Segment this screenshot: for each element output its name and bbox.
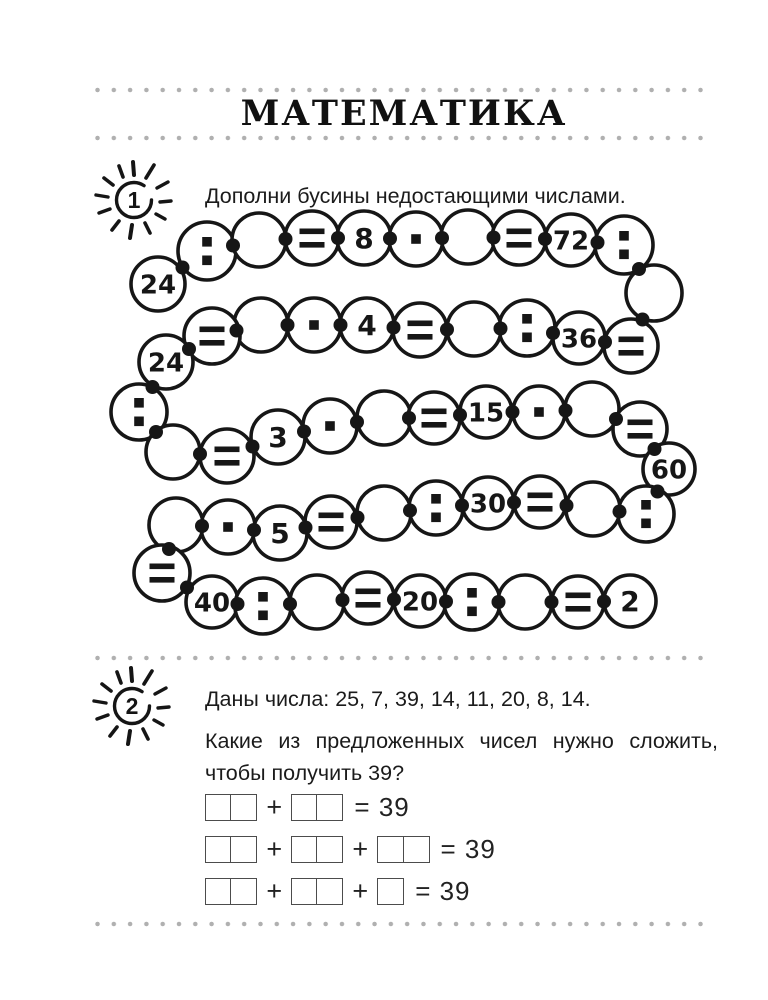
answer-box-group — [205, 836, 257, 863]
bead-number-label: 5 — [270, 517, 290, 551]
equation-row-1 — [205, 793, 496, 821]
equation-row-3 — [205, 877, 496, 905]
bead-op-divide — [409, 481, 463, 535]
bead-number-label: 36 — [560, 324, 598, 355]
chain-dot — [182, 342, 196, 356]
chain-dot — [559, 404, 573, 418]
bead-empty[interactable] — [232, 213, 286, 267]
answer-cell[interactable] — [316, 878, 343, 905]
plus-sign: + — [352, 833, 369, 864]
chain-dot — [435, 231, 449, 245]
chain-dot — [591, 236, 605, 250]
chain-dot — [247, 523, 261, 537]
chain-dot — [387, 593, 401, 607]
bead-op-equals — [285, 211, 339, 265]
chain-dot — [195, 519, 209, 533]
chain-dot — [279, 232, 293, 246]
bead-empty[interactable] — [565, 382, 619, 436]
chain-dot — [331, 231, 345, 245]
equals-glyph — [215, 447, 240, 453]
task2-given-numbers: Даны числа: 25, 7, 39, 14, 11, 20, 8, 14. — [205, 687, 591, 711]
answer-cell[interactable] — [291, 794, 318, 821]
bead-number-label: 4 — [357, 309, 377, 343]
bead-empty[interactable] — [566, 482, 620, 536]
equals-glyph — [422, 409, 447, 415]
divide-colon-glyph — [619, 250, 629, 260]
multiply-dot-glyph — [534, 407, 544, 417]
bead-op-equals — [342, 572, 394, 624]
divide-colon-glyph — [258, 592, 268, 602]
chain-dot — [351, 511, 365, 525]
chain-dot — [383, 232, 397, 246]
chain-dot — [180, 581, 194, 595]
equals-glyph — [507, 229, 532, 235]
chain-dot — [162, 542, 176, 556]
chain-dot — [440, 323, 454, 337]
bead-op-equals — [305, 496, 357, 548]
bead-op-equals — [134, 545, 190, 601]
equals-glyph — [408, 334, 433, 340]
bead-op-equals — [514, 476, 566, 528]
chain-dot — [538, 232, 552, 246]
answer-cell[interactable] — [377, 878, 404, 905]
equals-glyph — [528, 493, 553, 499]
answer-box-group — [205, 794, 257, 821]
equals-glyph — [566, 593, 591, 599]
bead-number-label: 24 — [139, 270, 177, 301]
answer-cell[interactable] — [316, 794, 343, 821]
chain-dot — [609, 412, 623, 426]
chain-dot — [283, 597, 297, 611]
equals-glyph — [566, 606, 591, 612]
equals-glyph — [300, 229, 325, 235]
divide-colon-glyph — [202, 237, 212, 247]
divide-colon-glyph — [641, 500, 651, 510]
answer-box-group — [291, 878, 343, 905]
bead-number-label: 30 — [469, 489, 507, 520]
equals-glyph — [628, 433, 653, 439]
divide-colon-glyph — [467, 588, 477, 598]
chain-dot — [350, 415, 364, 429]
chain-dot — [403, 504, 417, 518]
chain-dot — [230, 324, 244, 338]
chain-dot — [560, 499, 574, 513]
answer-cell[interactable] — [316, 836, 343, 863]
chain-dot — [492, 595, 506, 609]
bead-number-label: 8 — [354, 222, 374, 256]
chain-dot — [507, 496, 521, 510]
multiply-dot-glyph — [325, 421, 335, 431]
chain-dot — [648, 442, 662, 456]
multiply-dot-glyph — [223, 522, 233, 532]
multiply-dot-glyph — [309, 320, 319, 330]
divide-colon-glyph — [431, 494, 441, 504]
answer-cell[interactable] — [230, 836, 257, 863]
chain-dot — [546, 326, 560, 340]
chain-dot — [231, 597, 245, 611]
answer-box-group — [205, 878, 257, 905]
chain-dot — [387, 321, 401, 335]
chain-dot — [297, 425, 311, 439]
equals-glyph — [507, 242, 532, 248]
chain-dot — [176, 261, 190, 275]
chain-dot — [613, 505, 627, 519]
chain-dot — [455, 499, 469, 513]
plus-sign: + — [352, 875, 369, 906]
divide-colon-glyph — [467, 607, 477, 617]
chain-dot — [506, 405, 520, 419]
chain-dot — [402, 411, 416, 425]
task1-instruction: Дополни бусины недостающими числами. — [205, 184, 626, 208]
answer-box-group — [291, 836, 343, 863]
equals-glyph — [619, 337, 644, 343]
dotted-divider — [95, 655, 711, 661]
equals-glyph — [408, 321, 433, 327]
chain-dot — [226, 239, 240, 253]
answer-box-group — [377, 878, 404, 905]
bead-empty[interactable] — [234, 298, 288, 352]
equals-glyph — [356, 602, 381, 608]
bead-op-equals — [393, 303, 447, 357]
equals-glyph — [319, 526, 344, 532]
equals-glyph — [200, 327, 225, 333]
answer-cell[interactable] — [291, 836, 318, 863]
chain-dot — [494, 322, 508, 336]
plus-sign: + — [266, 875, 283, 906]
answer-box-group — [377, 836, 429, 863]
equals-glyph — [215, 460, 240, 466]
chain-dot — [281, 318, 295, 332]
divide-colon-glyph — [619, 231, 629, 241]
equals-glyph — [319, 513, 344, 519]
bead-number-label: 60 — [650, 455, 688, 486]
chain-dot — [149, 425, 163, 439]
bead-empty[interactable] — [357, 486, 411, 540]
task1-number: 1 — [127, 186, 141, 213]
divide-colon-glyph — [134, 398, 144, 408]
task2-question-line2: чтобы получить 39? — [205, 761, 405, 785]
divide-colon-glyph — [134, 417, 144, 427]
chain-dot — [453, 408, 467, 422]
bead-op-divide — [618, 486, 674, 542]
divide-colon-glyph — [522, 314, 532, 324]
chain-dot — [636, 313, 650, 327]
answer-equations — [205, 793, 496, 905]
bead-number-label: 72 — [552, 226, 590, 257]
plus-sign: + — [266, 833, 283, 864]
bead-empty[interactable] — [498, 575, 552, 629]
answer-cell[interactable] — [205, 794, 232, 821]
task2-number: 2 — [125, 692, 139, 719]
chain-dot — [246, 440, 260, 454]
bead-op-equals — [200, 429, 254, 483]
equals-glyph — [150, 577, 175, 583]
chain-dot — [545, 595, 559, 609]
answer-cell[interactable] — [377, 836, 404, 863]
bead-op-equals — [552, 576, 604, 628]
chain-dot — [598, 335, 612, 349]
bead-number-label: 24 — [147, 348, 185, 379]
answer-box-group — [291, 794, 343, 821]
answer-cell[interactable] — [230, 878, 257, 905]
equals-glyph — [356, 589, 381, 595]
chain-dot — [487, 231, 501, 245]
plus-sign: + — [266, 791, 283, 822]
chain-dot — [299, 521, 313, 535]
bead-number-label: 15 — [467, 398, 505, 429]
chain-dot — [193, 447, 207, 461]
chain-dot — [632, 262, 646, 276]
bead-number-label: 2 — [620, 585, 640, 619]
chain-dot — [146, 380, 160, 394]
equals-glyph — [200, 340, 225, 346]
equals-glyph — [422, 422, 447, 428]
chain-dot — [336, 593, 350, 607]
divide-colon-glyph — [641, 519, 651, 529]
answer-cell[interactable] — [205, 878, 232, 905]
answer-cell[interactable] — [403, 836, 430, 863]
bead-op-equals — [604, 319, 658, 373]
equals-glyph — [628, 420, 653, 426]
dotted-divider — [95, 921, 711, 927]
bead-empty[interactable] — [447, 302, 501, 356]
chain-dot — [334, 318, 348, 332]
answer-cell[interactable] — [205, 836, 232, 863]
bead-number-label: 3 — [268, 421, 288, 455]
chain-dot — [439, 595, 453, 609]
equals-glyph — [619, 350, 644, 356]
multiply-dot-glyph — [411, 234, 421, 244]
bead-number-label: 20 — [401, 587, 439, 618]
divide-colon-glyph — [258, 611, 268, 621]
equation-result: = 39 — [354, 791, 410, 822]
chain-dot — [597, 595, 611, 609]
answer-cell[interactable] — [291, 878, 318, 905]
equation-result: = 39 — [440, 833, 496, 864]
equation-row-2 — [205, 835, 496, 863]
task2-sun-badge — [88, 662, 176, 750]
page-title: МАТЕМАТИКА — [240, 93, 568, 134]
equals-glyph — [300, 242, 325, 248]
divide-colon-glyph — [522, 333, 532, 343]
equals-glyph — [528, 506, 553, 512]
equals-glyph — [150, 564, 175, 570]
answer-cell[interactable] — [230, 794, 257, 821]
bead-number-label: 40 — [193, 588, 231, 619]
divide-colon-glyph — [431, 513, 441, 523]
chain-dot — [651, 485, 665, 499]
divide-colon-glyph — [202, 256, 212, 266]
equation-result: = 39 — [415, 875, 471, 906]
task2-question-line1: Какие из предложенных чисел нужно сложить, — [205, 729, 718, 753]
